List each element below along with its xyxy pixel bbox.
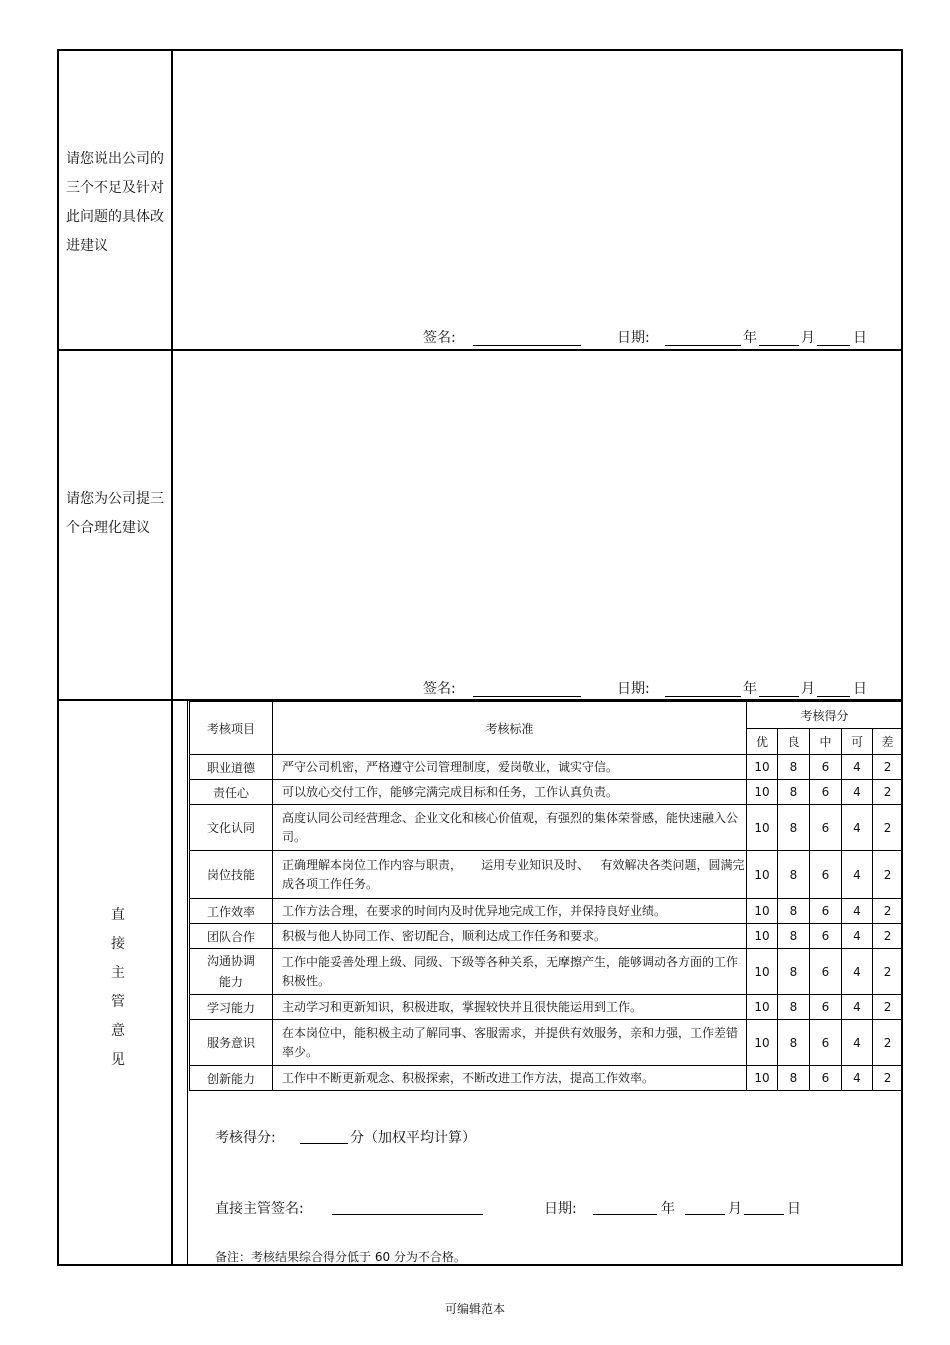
score-cell[interactable]: 6 [810,755,842,780]
label-char: 见 [111,1052,125,1068]
day-label: 日 [853,330,867,346]
month-label: 月 [801,330,815,346]
score-cell[interactable]: 10 [747,899,778,924]
manager-signature-field[interactable] [332,1214,483,1215]
row-item: 沟通协调能力 [190,949,273,995]
score-cell[interactable]: 4 [842,755,873,780]
section3-label [108,901,128,1075]
score-cell[interactable]: 6 [810,780,842,805]
score-cell[interactable]: 2 [873,755,903,780]
row-item: 服务意识 [190,1020,273,1066]
table-row [190,805,903,851]
score-field[interactable] [300,1143,348,1144]
row-item: 职业道德 [190,755,273,780]
score-cell[interactable]: 10 [747,995,778,1020]
score-cell[interactable]: 2 [873,899,903,924]
year-label: 年 [661,1201,675,1217]
score-cell[interactable]: 10 [747,1020,778,1066]
label-char: 主 [111,965,125,981]
row-item: 岗位技能 [190,851,273,899]
score-cell[interactable]: 4 [842,1066,873,1091]
table-row [190,1020,903,1066]
inner-table-divider [187,701,188,1266]
remark-note: 备注：考核结果综合得分低于 60 分为不合格。 [215,1250,466,1264]
score-cell[interactable]: 4 [842,924,873,949]
table-row [190,924,903,949]
score-cell[interactable]: 8 [778,924,810,949]
score-cell[interactable]: 8 [778,755,810,780]
year-field[interactable] [665,696,741,697]
sign-label: 签名: [423,681,456,697]
year-label: 年 [743,681,757,697]
row-standard: 工作方法合理，在要求的时间内及时优异地完成工作，并保持良好业绩。 [273,899,747,924]
table-row [190,995,903,1020]
score-cell[interactable]: 8 [778,851,810,899]
label-column-divider [171,49,173,1266]
table-row [190,755,903,780]
score-cell[interactable]: 8 [778,1066,810,1091]
score-cell[interactable]: 8 [778,949,810,995]
score-cell[interactable]: 10 [747,780,778,805]
month-field[interactable] [685,1214,725,1215]
page-footer: 可编辑范本 [444,1302,505,1316]
row-standard: 可以放心交付工作，能够完满完成目标和任务，工作认真负责。 [273,780,747,805]
row-divider-1 [57,349,903,351]
score-cell[interactable]: 10 [747,755,778,780]
date-label: 日期: [544,1201,577,1217]
score-cell[interactable]: 6 [810,1020,842,1066]
score-cell[interactable]: 8 [778,1020,810,1066]
row-standard: 主动学习和更新知识，积极进取，掌握较快并且很快能运用到工作。 [273,995,747,1020]
score-cell[interactable]: 2 [873,924,903,949]
score-cell[interactable]: 2 [873,805,903,851]
evaluation-table [189,701,903,1091]
date-label: 日期: [617,681,650,697]
row-item: 团队合作 [190,924,273,949]
row-item: 工作效率 [190,899,273,924]
grade-header: 可 [842,729,873,755]
score-cell[interactable]: 10 [747,805,778,851]
header-standard: 考核标准 [273,702,747,755]
day-field[interactable] [817,696,850,697]
grade-header: 优 [747,729,778,755]
score-cell[interactable]: 6 [810,949,842,995]
label-char: 管 [111,994,125,1010]
year-label: 年 [743,330,757,346]
month-field[interactable] [759,345,799,346]
table-row [190,1066,903,1091]
score-cell[interactable]: 4 [842,851,873,899]
score-cell[interactable]: 2 [873,780,903,805]
score-cell[interactable]: 6 [810,805,842,851]
day-label: 日 [787,1201,801,1217]
day-field[interactable] [817,345,850,346]
row-item: 责任心 [190,780,273,805]
grade-header: 差 [873,729,903,755]
signature-field[interactable] [473,696,581,697]
row-standard: 工作中能妥善处理上级、同级、下级等各种关系，无摩擦产生，能够调动各方面的工作积极性。 [273,949,747,995]
score-cell[interactable]: 2 [873,1066,903,1091]
score-cell[interactable]: 8 [778,805,810,851]
day-field[interactable] [744,1214,784,1215]
month-field[interactable] [759,696,799,697]
grade-header: 中 [810,729,842,755]
table-row [190,949,903,995]
score-cell[interactable]: 4 [842,805,873,851]
row-standard: 在本岗位中，能积极主动了解同事、客服需求，并提供有效服务，亲和力强，工作差错率少。 [273,1020,747,1066]
year-field[interactable] [593,1214,657,1215]
table-row [190,899,903,924]
header-item: 考核项目 [190,702,273,755]
score-cell[interactable]: 6 [810,1066,842,1091]
score-suffix: 分（加权平均计算） [350,1130,476,1146]
score-cell[interactable]: 4 [842,780,873,805]
row-item: 创新能力 [190,1066,273,1091]
section2-label: 请您为公司提三个合理化建议 [66,491,164,536]
score-cell[interactable]: 10 [747,924,778,949]
row-standard: 工作中不断更新观念、积极探索，不断改进工作方法，提高工作效率。 [273,1066,747,1091]
score-label: 考核得分: [215,1130,276,1146]
date-label: 日期: [617,330,650,346]
score-cell[interactable]: 8 [778,780,810,805]
signature-field[interactable] [473,345,581,346]
label-char: 接 [111,936,125,952]
table-row [190,780,903,805]
day-label: 日 [853,681,867,697]
row-standard: 积极与他人协同工作、密切配合，顺利达成工作任务和要求。 [273,924,747,949]
label-char: 意 [111,1023,125,1039]
score-cell[interactable]: 6 [810,924,842,949]
grade-header: 良 [778,729,810,755]
score-cell[interactable]: 8 [778,899,810,924]
score-cell[interactable]: 8 [778,995,810,1020]
year-field[interactable] [665,345,741,346]
score-cell[interactable]: 4 [842,995,873,1020]
score-cell[interactable]: 6 [810,899,842,924]
manager-sign-label: 直接主管签名: [215,1201,304,1217]
score-cell[interactable]: 10 [747,851,778,899]
section1-label: 请您说出公司的三个不足及针对此问题的具体改进建议 [66,151,164,254]
score-cell[interactable]: 2 [873,1020,903,1066]
score-cell[interactable]: 10 [747,1066,778,1091]
score-cell[interactable]: 2 [873,949,903,995]
score-cell[interactable]: 4 [842,949,873,995]
row-standard: 高度认同公司经营理念、企业文化和核心价值观，有强烈的集体荣誉感，能快速融入公司。 [273,805,747,851]
score-cell[interactable]: 4 [842,899,873,924]
header-score: 考核得分 [747,702,903,729]
row-item: 学习能力 [190,995,273,1020]
label-char: 直 [111,907,125,923]
row-standard: 严守公司机密，严格遵守公司管理制度，爱岗敬业，诚实守信。 [273,755,747,780]
table-row [190,851,903,899]
sign-label: 签名: [423,330,456,346]
score-cell[interactable]: 4 [842,1020,873,1066]
month-label: 月 [728,1201,742,1217]
score-cell[interactable]: 10 [747,949,778,995]
table-header-row [190,702,903,729]
score-cell[interactable]: 6 [810,995,842,1020]
score-cell[interactable]: 2 [873,995,903,1020]
score-cell[interactable]: 2 [873,851,903,899]
score-cell[interactable]: 6 [810,851,842,899]
row-standard: 正确理解本岗位工作内容与职责， 运用专业知识及时、 有效解决各类问题，圆满完成各项工作任务。 [273,851,747,899]
month-label: 月 [801,681,815,697]
row-item: 文化认同 [190,805,273,851]
